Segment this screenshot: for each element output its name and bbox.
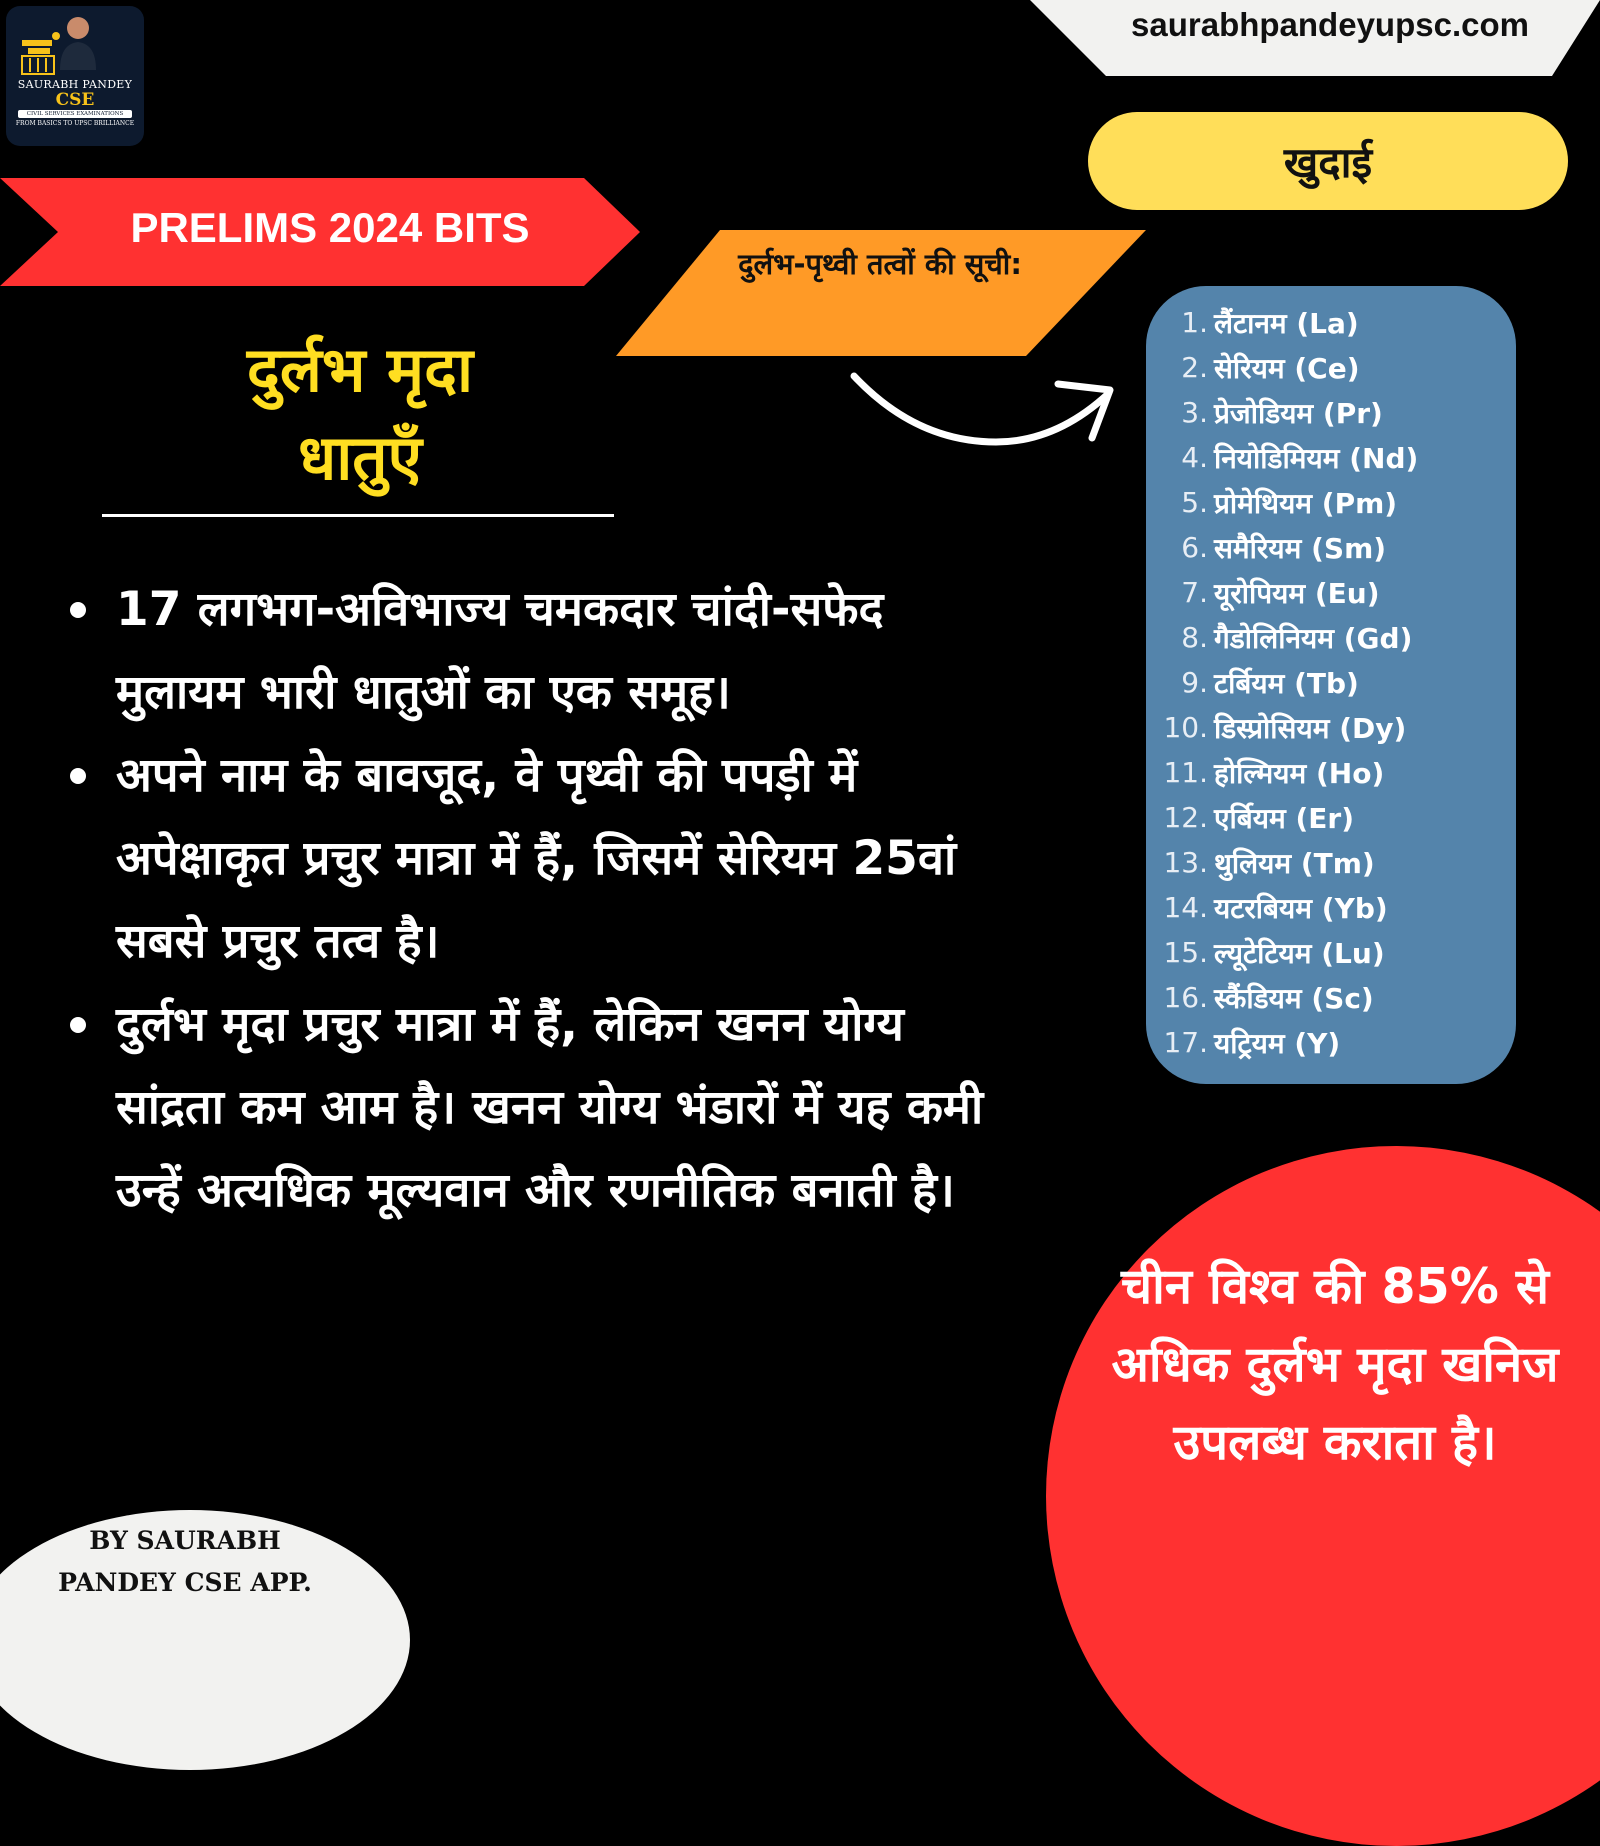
khudai-label: खुदाई — [1088, 112, 1568, 210]
element-item — [1146, 525, 1516, 570]
element-number: 10. — [1163, 711, 1208, 744]
element-item — [1146, 705, 1516, 750]
element-number: 2. — [1181, 351, 1208, 384]
curved-arrow-icon — [846, 360, 1126, 460]
bullet-text: अपने नाम के बावजूद, वे पृथ्वी की पपड़ी में अपेक्षाकृत प्रचुर मात्रा में हैं, जिसमें सेरियम 25वां सबसे प्रचुर तत्व है। — [116, 748, 957, 969]
bullet-text: दुर्लभ मृदा प्रचुर मात्रा में हैं, लेकिन खनन योग्य सांद्रता कम आम है। खनन योग्य भंडारों में यह कमी उन्हें अत्यधिक मूल्यवान और रणनीतिक बनाती है। — [116, 997, 984, 1218]
element-name: ल्यूटेटियम (Lu) — [1214, 936, 1385, 970]
logo-name: SAURABH PANDEY — [17, 78, 133, 91]
brand-logo — [6, 6, 144, 146]
main-title — [150, 326, 570, 502]
list-item — [60, 734, 1020, 983]
title-line-1: दुर्लभ मृदा — [246, 333, 474, 406]
china-fact: चीन विश्व की 85% से अधिक दुर्लभ मृदा खनिज उपलब्ध कराता है। — [1111, 1258, 1559, 1471]
element-item — [1146, 795, 1516, 840]
bullet-icon — [70, 768, 86, 784]
list-heading: दुर्लभ-पृथ्वी तत्वों की सूची: — [738, 247, 1022, 281]
title-underline — [102, 514, 614, 517]
element-name: डिस्प्रोसियम (Dy) — [1214, 711, 1407, 745]
element-name: सेरियम (Ce) — [1214, 351, 1360, 385]
element-number: 15. — [1163, 936, 1208, 969]
building-icon — [20, 30, 60, 76]
element-name: नियोडिमियम (Nd) — [1214, 441, 1419, 475]
element-item — [1146, 480, 1516, 525]
element-item — [1146, 435, 1516, 480]
element-number: 3. — [1181, 396, 1208, 429]
byline-line-1: BY SAURABH — [89, 1526, 281, 1555]
element-name: एर्बियम (Er) — [1214, 801, 1354, 835]
element-name: थुलियम (Tm) — [1214, 846, 1375, 880]
prelims-banner: PRELIMS 2024 BITS — [130, 204, 530, 251]
element-name: गैडोलिनियम (Gd) — [1214, 621, 1413, 655]
element-name: होल्मियम (Ho) — [1214, 756, 1385, 790]
element-number: 17. — [1163, 1026, 1208, 1059]
element-number: 8. — [1181, 621, 1208, 654]
element-item — [1146, 660, 1516, 705]
element-number: 16. — [1163, 981, 1208, 1014]
element-item — [1146, 1020, 1516, 1065]
list-item — [60, 568, 1020, 734]
byline-line-2: PANDEY CSE APP. — [58, 1568, 312, 1597]
element-number: 1. — [1181, 306, 1208, 339]
website-url[interactable]: saurabhpandeyupsc.com — [1131, 6, 1529, 43]
element-number: 5. — [1181, 486, 1208, 519]
element-item — [1146, 570, 1516, 615]
logo-tagline: FROM BASICS TO UPSC BRILLIANCE — [15, 120, 135, 127]
element-number: 6. — [1181, 531, 1208, 564]
element-item — [1146, 390, 1516, 435]
logo-cse: CSE — [55, 90, 95, 110]
fact-list — [60, 568, 1020, 1232]
element-number: 12. — [1163, 801, 1208, 834]
element-item — [1146, 345, 1516, 390]
bullet-text: 17 लगभग-अविभाज्य चमकदार चांदी-सफेद मुलायम भारी धातुओं का एक समूह। — [116, 582, 884, 720]
element-item — [1146, 885, 1516, 930]
element-name: प्रोमेथियम (Pm) — [1214, 486, 1398, 520]
element-item — [1146, 930, 1516, 975]
element-list — [1146, 300, 1516, 1065]
element-number: 7. — [1181, 576, 1208, 609]
element-number: 4. — [1181, 441, 1208, 474]
element-item — [1146, 750, 1516, 795]
element-number: 13. — [1163, 846, 1208, 879]
element-number: 9. — [1181, 666, 1208, 699]
element-name: यटरबियम (Yb) — [1214, 891, 1388, 925]
element-name: प्रेजोडियम (Pr) — [1214, 396, 1383, 430]
bullet-icon — [70, 1017, 86, 1033]
element-item — [1146, 975, 1516, 1020]
person-icon — [56, 12, 100, 70]
logo-subtitle: CIVIL SERVICES EXAMINATIONS — [18, 110, 132, 118]
element-name: लैंटानम (La) — [1214, 306, 1359, 340]
element-name: यूरोपियम (Eu) — [1214, 576, 1380, 610]
element-item — [1146, 840, 1516, 885]
bullet-icon — [70, 602, 86, 618]
element-number: 14. — [1163, 891, 1208, 924]
element-name: यट्रियम (Y) — [1214, 1026, 1341, 1060]
element-item — [1146, 300, 1516, 345]
element-number: 11. — [1163, 756, 1208, 789]
byline — [20, 1520, 350, 1604]
element-item — [1146, 615, 1516, 660]
element-name: समैरियम (Sm) — [1214, 531, 1387, 565]
element-name: स्कैंडियम (Sc) — [1214, 981, 1374, 1015]
element-name: टर्बियम (Tb) — [1214, 666, 1359, 700]
title-line-2: धातुएँ — [298, 421, 422, 494]
list-item — [60, 983, 1020, 1232]
